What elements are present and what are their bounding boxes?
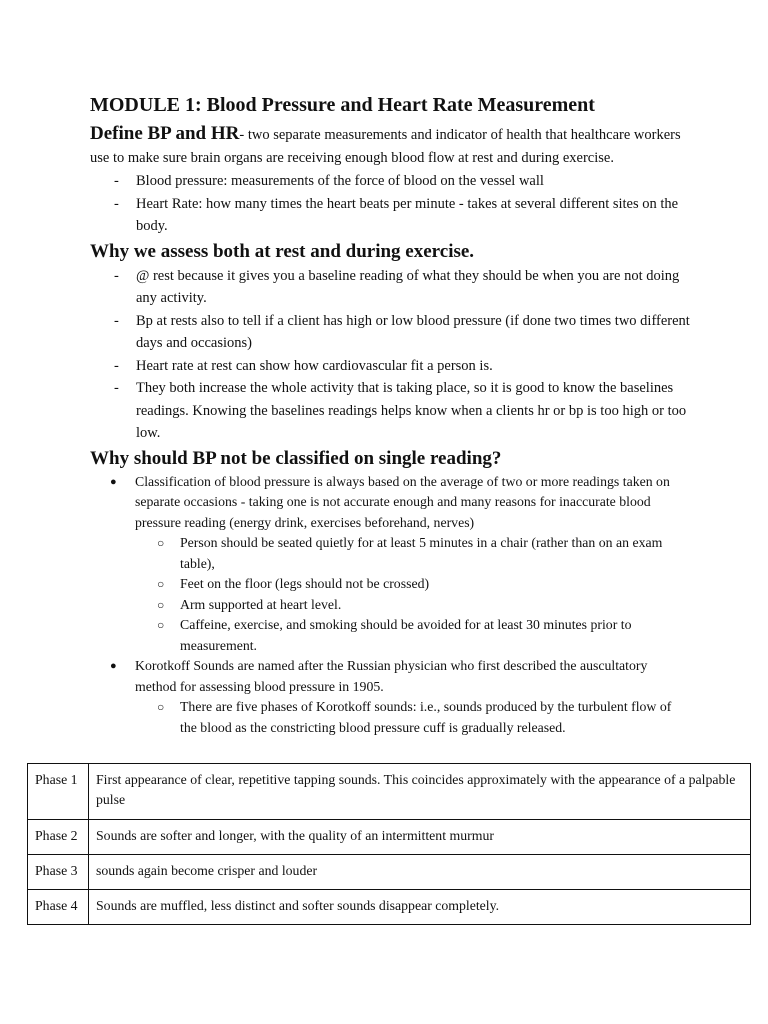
sub-list-item: ○ There are five phases of Korotkoff sounds: i.e., sounds produced by the turbulent flow of the blood as the constricting blood pressure cuff is gradually released.	[135, 697, 690, 738]
sub-list-item: ○ Arm supported at heart level.	[135, 595, 690, 616]
table-row	[28, 820, 751, 855]
korotkoff-phases-table	[27, 763, 751, 925]
phase-description: First appearance of clear, repetitive tapping sounds. This coincides approximately with the appearance of a palpable pulse	[89, 764, 751, 820]
table-row	[28, 855, 751, 890]
sub-list-item: ○ Caffeine, exercise, and smoking should be avoided for at least 30 minutes prior to measurement.	[135, 615, 690, 656]
list-item: - Heart Rate: how many times the heart beats per minute - takes at several different sites on the body.	[90, 193, 690, 238]
list-item	[90, 656, 690, 738]
list-item: - @ rest because it gives you a baseline reading of what they should be when you are not doing any activity.	[90, 265, 690, 310]
table-row	[28, 764, 751, 820]
phase-label: Phase 3	[28, 855, 89, 890]
classify-heading: Why should BP not be classified on single reading?	[90, 447, 502, 469]
list-item: - Bp at rests also to tell if a client has high or low blood pressure (if done two times two different days and occasions)	[90, 310, 690, 355]
sub-list-item: ○ Feet on the floor (legs should not be crossed)	[135, 574, 690, 595]
define-list	[90, 170, 690, 238]
list-item	[90, 472, 690, 657]
phase-label: Phase 4	[28, 890, 89, 925]
list-item: - Heart rate at rest can show how cardiovascular fit a person is.	[90, 355, 690, 378]
assess-heading: Why we assess both at rest and during exercise.	[90, 240, 475, 262]
list-item: - Blood pressure: measurements of the force of blood on the vessel wall	[90, 170, 690, 193]
table-row	[28, 890, 751, 925]
list-item: - They both increase the whole activity that is taking place, so it is good to know the baselines readings. Knowing the baselines readings helps know when a clients hr or bp is too high or too low.	[90, 377, 690, 445]
define-heading: Define BP and HR	[90, 123, 240, 144]
page-title: MODULE 1: Blood Pressure and Heart Rate Measurement	[90, 94, 595, 116]
phase-description: Sounds are muffled, less distinct and softer sounds disappear completely.	[89, 890, 751, 925]
phase-description: sounds again become crisper and louder	[89, 855, 751, 890]
assess-list	[90, 265, 690, 445]
phase-label: Phase 1	[28, 764, 89, 820]
sub-list-item: ○ Person should be seated quietly for at least 5 minutes in a chair (rather than on an exam table),	[135, 533, 690, 574]
phase-label: Phase 2	[28, 820, 89, 855]
define-text: - two separate measurements and indicator of health that healthcare workers use to make sure brain organs are receiving enough blood flow at rest and during exercise.	[90, 127, 681, 166]
phase-description: Sounds are softer and longer, with the quality of an intermittent murmur	[89, 820, 751, 855]
document-body	[90, 92, 690, 738]
sub-list	[135, 533, 690, 656]
classify-bullet-2: Korotkoff Sounds are named after the Russian physician who first described the auscultatory method for assessing blood pressure in 1905.	[135, 658, 648, 694]
classify-list	[90, 472, 690, 739]
define-paragraph	[90, 122, 690, 170]
sub-list	[135, 697, 690, 738]
classify-bullet-1: Classification of blood pressure is always based on the average of two or more readings taken on separate occasions - taking one is not accurate enough and many reasons for inaccurate blood pressure reading (energy drink, exercises beforehand, nerves)	[135, 473, 670, 530]
